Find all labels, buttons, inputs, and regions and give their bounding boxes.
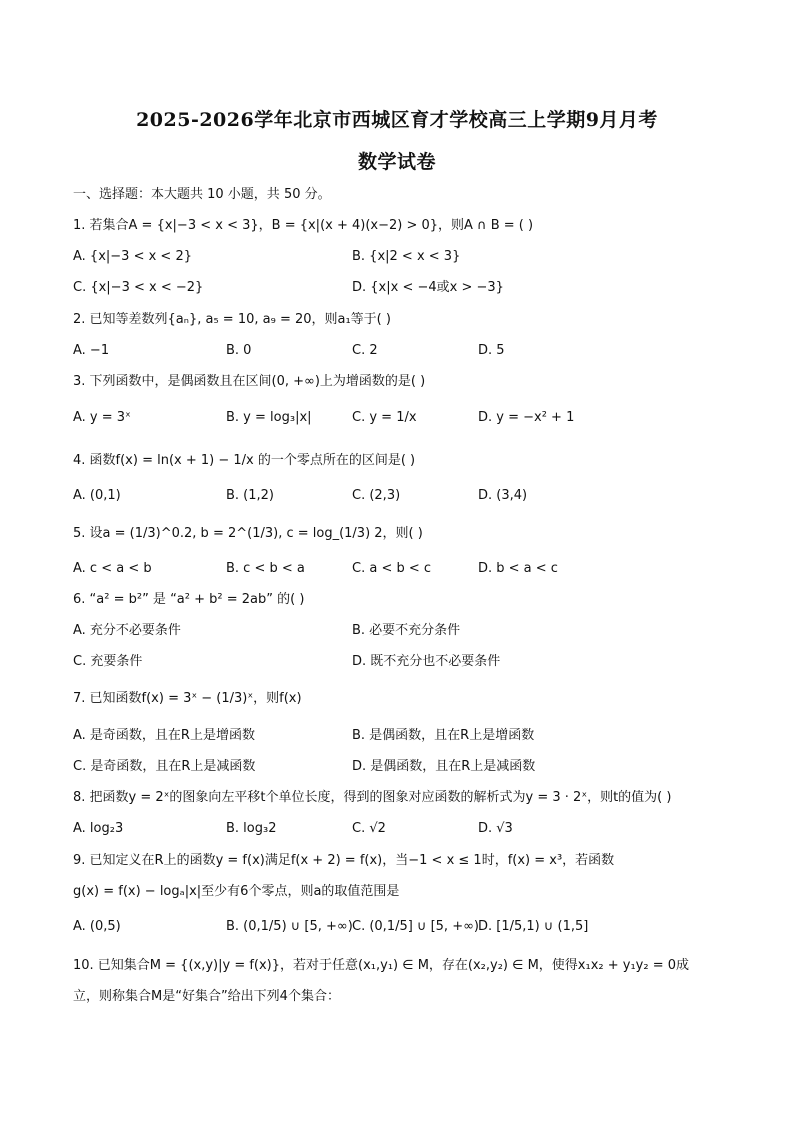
question-6-option-d: D. 既不充分也不必要条件 xyxy=(352,654,501,669)
question-6-option-c: C. 充要条件 xyxy=(73,654,143,669)
question-9-option-d: D. [1/5,1) ∪ (1,5] xyxy=(478,919,589,934)
question-2-stem: 2. 已知等差数列{aₙ}, a₅ = 10, a₉ = 20，则a₁等于( ) xyxy=(73,312,391,327)
question-9-stem: 9. 已知定义在R上的函数y = f(x)满足f(x + 2) = f(x)，当−1 < x ≤ 1时，f(x) = x³，若函数 xyxy=(73,853,615,868)
question-3-stem: 3. 下列函数中，是偶函数且在区间(0, +∞)上为增函数的是( ) xyxy=(73,374,426,389)
question-9-option-a: A. (0,5) xyxy=(73,919,121,934)
question-8-stem: 8. 把函数y = 2ˣ的图象向左平移t个单位长度，得到的图象对应函数的解析式为y = 3 · 2ˣ，则t的值为( ) xyxy=(73,790,672,805)
section-heading: 一、选择题：本大题共 10 小题，共 50 分。 xyxy=(73,187,331,202)
question-9-stem-continued: g(x) = f(x) − logₐ|x|至少有6个零点，则a的取值范围是 xyxy=(73,884,400,899)
question-1-option-b: B. {x|2 < x < 3} xyxy=(352,249,461,264)
exam-title: 2025-2026学年北京市西城区育才学校高三上学期9月月考 xyxy=(136,109,658,131)
question-7-option-a: A. 是奇函数，且在R上是增函数 xyxy=(73,728,255,743)
question-9-option-c: C. (0,1/5] ∪ [5, +∞) xyxy=(352,919,479,934)
question-5-option-a: A. c < a < b xyxy=(73,561,152,576)
exam-subtitle: 数学试卷 xyxy=(357,151,436,173)
question-1-option-d: D. {x|x < −4或x > −3} xyxy=(352,280,504,295)
question-3-option-a: A. y = 3ˣ xyxy=(73,410,131,425)
question-4-stem: 4. 函数f(x) = ln(x + 1) − 1/x 的一个零点所在的区间是( ) xyxy=(73,453,416,468)
question-8-option-d: D. √3 xyxy=(478,821,513,836)
question-6-option-a: A. 充分不必要条件 xyxy=(73,623,181,638)
question-3-option-b: B. y = log₃|x| xyxy=(226,410,312,425)
question-10-stem: 10. 已知集合M = {(x,y)|y = f(x)}，若对于任意(x₁,y₁) ∈ M，存在(x₂,y₂) ∈ M，使得x₁x₂ + y₁y₂ = 0成 xyxy=(73,958,690,973)
question-7-option-c: C. 是奇函数，且在R上是减函数 xyxy=(73,759,256,774)
question-6-option-b: B. 必要不充分条件 xyxy=(352,623,461,638)
question-5-stem: 5. 设a = (1/3)^0.2, b = 2^(1/3), c = log_(1/3) 2，则( ) xyxy=(73,526,423,541)
question-2-option-d: D. 5 xyxy=(478,343,505,358)
question-4-option-a: A. (0,1) xyxy=(73,488,121,503)
question-2-option-a: A. −1 xyxy=(73,343,110,358)
question-7-option-b: B. 是偶函数，且在R上是增函数 xyxy=(352,728,535,743)
question-1-stem: 1. 若集合A = {x|−3 < x < 3}，B = {x|(x + 4)(x−2) > 0}，则A ∩ B = ( ) xyxy=(73,218,534,233)
question-3-option-d: D. y = −x² + 1 xyxy=(478,410,575,425)
question-5-option-d: D. b < a < c xyxy=(478,561,558,576)
question-10-stem-continued: 立，则称集合M是“好集合”给出下列4个集合： xyxy=(73,989,340,1004)
question-5-option-c: C. a < b < c xyxy=(352,561,432,576)
question-2-option-b: B. 0 xyxy=(226,343,252,358)
question-8-option-b: B. log₃2 xyxy=(226,821,277,836)
question-7-option-d: D. 是偶函数，且在R上是减函数 xyxy=(352,759,536,774)
question-8-option-c: C. √2 xyxy=(352,821,386,836)
question-4-option-d: D. (3,4) xyxy=(478,488,528,503)
question-4-option-c: C. (2,3) xyxy=(352,488,401,503)
question-8-option-a: A. log₂3 xyxy=(73,821,124,836)
question-1-option-a: A. {x|−3 < x < 2} xyxy=(73,249,192,264)
question-7-stem: 7. 已知函数f(x) = 3ˣ − (1/3)ˣ，则f(x) xyxy=(73,691,302,706)
question-6-stem: 6. “a² = b²” 是 “a² + b² = 2ab” 的( ) xyxy=(73,592,305,607)
question-4-option-b: B. (1,2) xyxy=(226,488,275,503)
question-5-option-b: B. c < b < a xyxy=(226,561,305,576)
question-1-option-c: C. {x|−3 < x < −2} xyxy=(73,280,204,295)
question-2-option-c: C. 2 xyxy=(352,343,378,358)
question-9-option-b: B. (0,1/5) ∪ [5, +∞) xyxy=(226,919,353,934)
question-3-option-c: C. y = 1/x xyxy=(352,410,417,425)
